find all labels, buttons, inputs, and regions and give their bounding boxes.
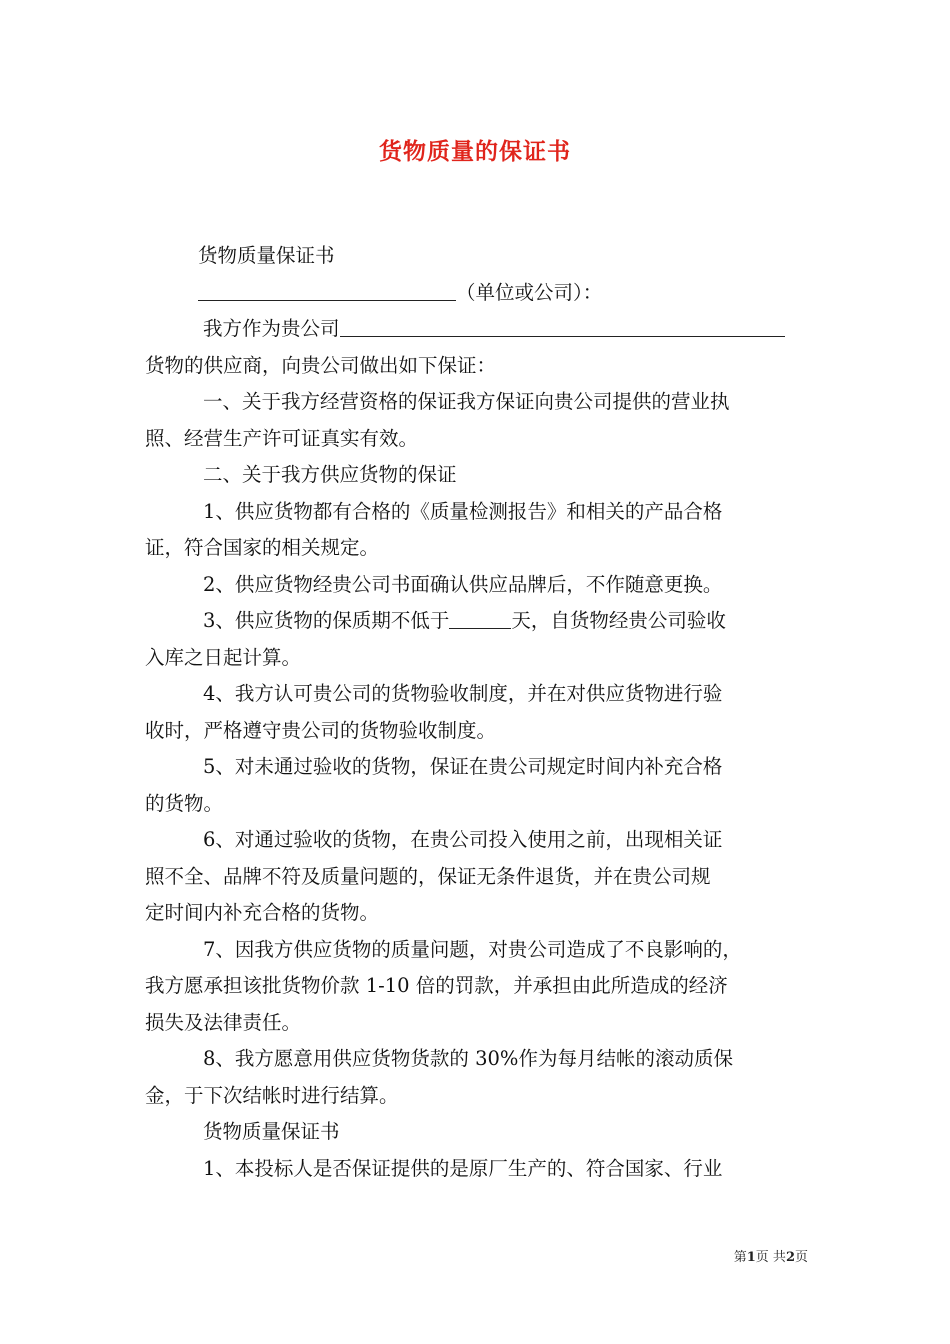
footer-middle: 页 共 — [755, 1250, 786, 1265]
item-1-line-a: 1、供应货物都有合格的《质量检测报告》和相关的产品合格 — [203, 499, 723, 523]
item-3-prefix: 3、供应货物的保质期不低于 — [203, 609, 450, 632]
item-7-line-a: 7、因我方供应货物的质量问题，对贵公司造成了不良影响的， — [203, 937, 742, 961]
document-body — [145, 238, 810, 1187]
document-title: 货物质量的保证书 — [379, 138, 571, 165]
second-item-1-line-a: 1、本投标人是否保证提供的是原厂生产的、符合国家、行业 — [203, 1156, 723, 1180]
days-blank — [449, 606, 511, 629]
intro-line — [145, 311, 810, 348]
item-3-line-a — [145, 603, 810, 640]
item-1-line-b: 证，符合国家的相关规定。 — [145, 536, 380, 559]
footer-total-pages: 2 — [785, 1250, 795, 1265]
item-5-line-b: 的货物。 — [145, 791, 224, 815]
item-6-line-b: 照不全、品牌不符及质量问题的，保证无条件退货，并在贵公司规 — [145, 864, 711, 888]
item-3-suffix: 天，自货物经贵公司验收 — [511, 609, 726, 632]
heading: 货物质量保证书 — [198, 244, 335, 267]
section-1-line-b: 照、经营生产许可证真实有效。 — [145, 426, 419, 450]
item-2: 2、供应货物经贵公司书面确认供应品牌后，不作随意更换。 — [203, 572, 723, 596]
intro-cont: 货物的供应商，向贵公司做出如下保证： — [145, 353, 497, 377]
item-8-line-a: 8、我方愿意用供应货物货款的 30%作为每月结帐的滚动质保 — [203, 1047, 733, 1070]
salutation-line — [145, 275, 810, 312]
goods-blank — [340, 314, 785, 337]
item-4-line-a: 4、我方认可贵公司的货物验收制度，并在对供应货物进行验 — [203, 682, 723, 705]
company-blank — [198, 278, 456, 301]
footer-prefix: 第 — [733, 1250, 747, 1265]
salutation-suffix: （单位或公司）： — [456, 280, 603, 304]
item-6-line-a: 6、对通过验收的货物，在贵公司投入使用之前，出现相关证 — [203, 828, 723, 851]
page-footer — [734, 1246, 808, 1265]
item-3-line-b: 入库之日起计算。 — [145, 645, 302, 669]
section-1-line-a: 一、关于我方经营资格的保证我方保证向贵公司提供的营业执 — [203, 390, 730, 413]
item-8-line-b: 金，于下次结帐时进行结算。 — [145, 1083, 399, 1107]
item-7-line-b: 我方愿承担该批货物价款 1-10 倍的罚款，并承担由此所造成的经济 — [145, 974, 728, 997]
item-6-line-c: 定时间内补充合格的货物。 — [145, 901, 380, 924]
heading-2: 货物质量保证书 — [203, 1120, 340, 1143]
item-4-line-b: 收时，严格遵守贵公司的货物验收制度。 — [145, 718, 497, 742]
intro-prefix: 我方作为贵公司 — [203, 317, 340, 340]
footer-suffix: 页 — [794, 1250, 808, 1265]
item-5-line-a: 5、对未通过验收的货物，保证在贵公司规定时间内补充合格 — [203, 755, 723, 778]
item-7-line-c: 损失及法律责任。 — [145, 1010, 302, 1034]
footer-page-number: 1 — [746, 1250, 756, 1265]
section-2: 二、关于我方供应货物的保证 — [203, 463, 457, 486]
